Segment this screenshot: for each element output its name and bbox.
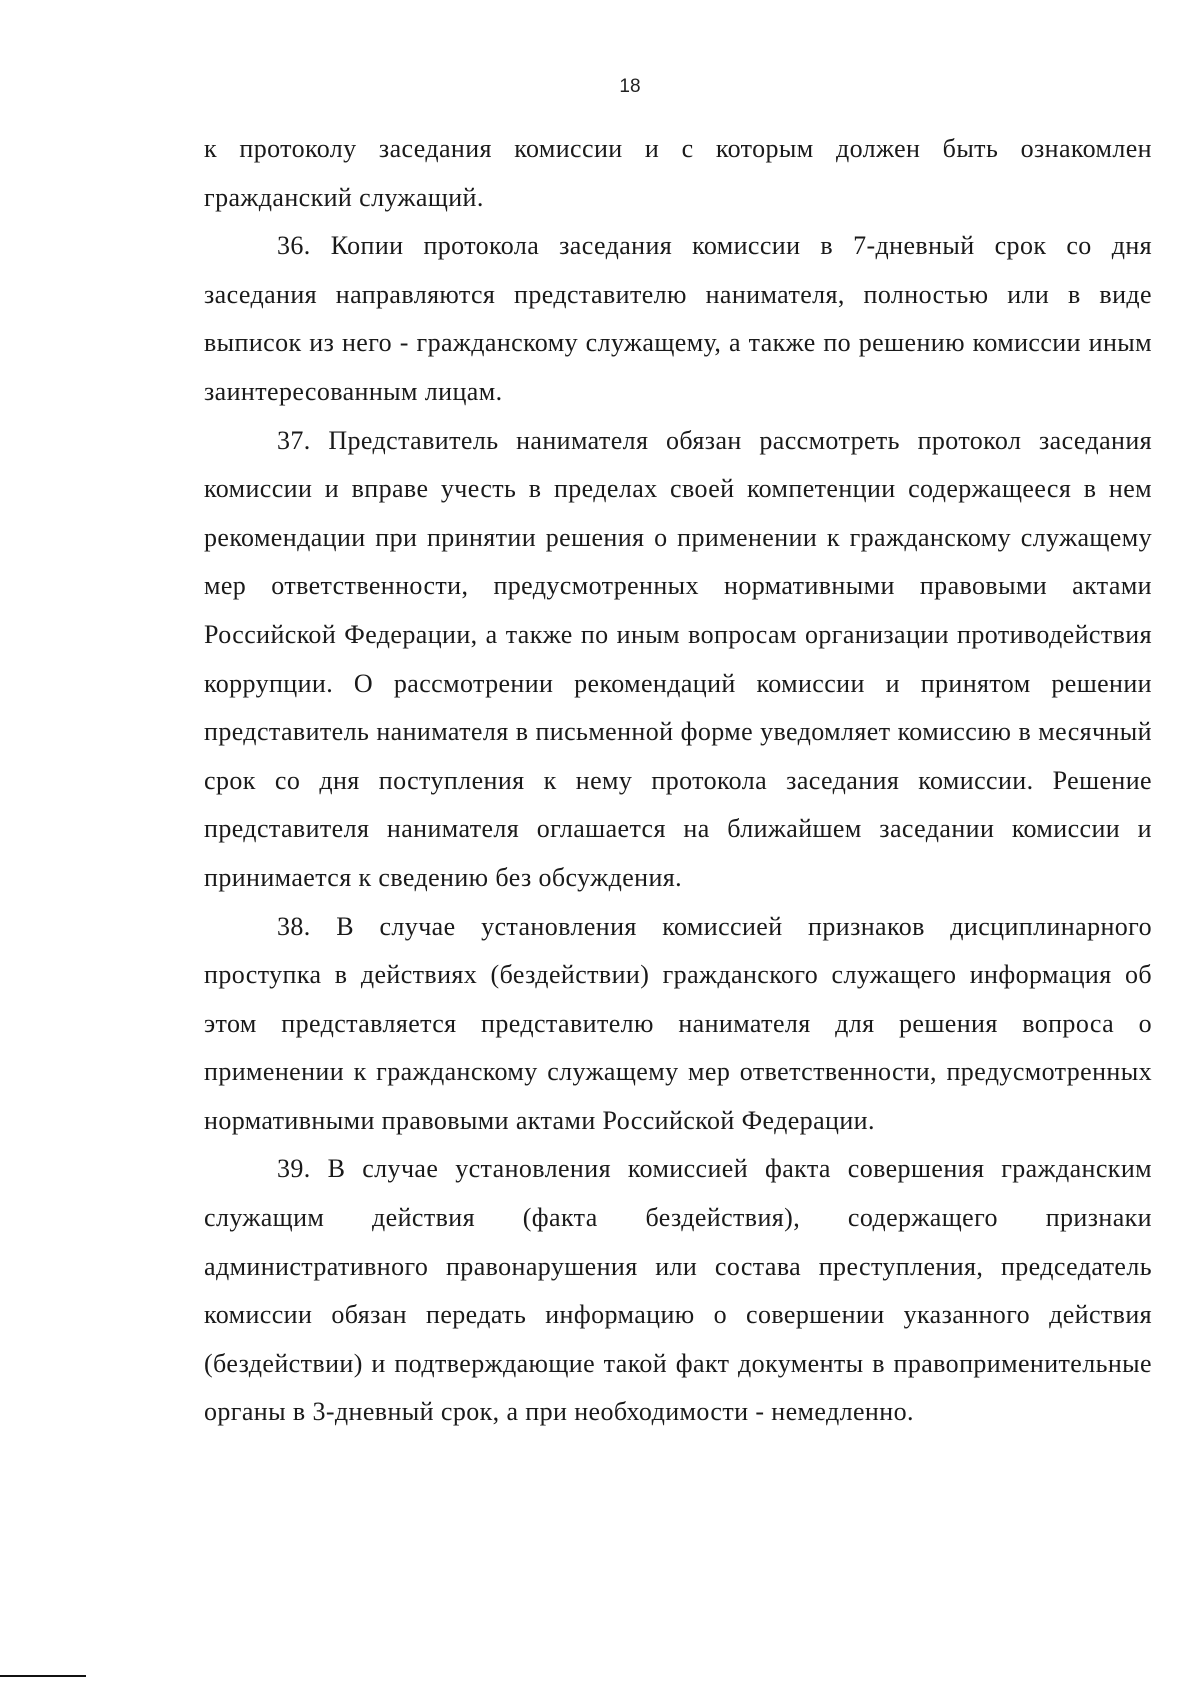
document-body	[204, 125, 1152, 1437]
page-number: 18	[619, 76, 641, 97]
paragraph-39: 39. В случае установления комиссией факта совершения гражданским служащим действия (факта бездействия), содержащего признаки административного правонарушения или состава преступления, председатель комиссии обязан передать информацию о совершении указанного действия (бездействии) и подтверждающие такой факт документы в правоприменительные органы в 3-дневный срок, а при необходимости - немедленно.	[204, 1154, 1152, 1427]
paragraph-continuation: к протоколу заседания комиссии и с которым должен быть ознакомлен гражданский служащий.	[204, 134, 1152, 212]
paragraph-36: 36. Копии протокола заседания комиссии в 7-дневный срок со дня заседания направляются представителю нанимателя, полностью или в виде выписок из него - гражданскому служащему, а также по решению комиссии иным заинтересованным лицам.	[204, 231, 1152, 406]
scan-edge-line	[0, 1675, 86, 1677]
paragraph-38: 38. В случае установления комиссией признаков дисциплинарного проступка в действиях (бездействии) гражданского служащего информация об этом представляется представителю нанимателя для решения вопроса о применении к гражданскому служащему мер ответственности, предусмотренных нормативными правовыми актами Российской Федерации.	[204, 911, 1152, 1135]
paragraph-37: 37. Представитель нанимателя обязан рассмотреть протокол заседания комиссии и вправе учесть в пределах своей компетенции содержащееся в нем рекомендации при принятии решения о применении к гражданскому служащему мер ответственности, предусмотренных нормативными правовыми актами Российской Федерации, а также по иным вопросам организации противодействия коррупции. О рассмотрении рекомендаций комиссии и принятом решении представитель нанимателя в письменной форме уведомляет комиссию в месячный срок со дня поступления к нему протокола заседания комиссии. Решение представителя нанимателя оглашается на ближайшем заседании комиссии и принимается к сведению без обсуждения.	[204, 425, 1152, 892]
